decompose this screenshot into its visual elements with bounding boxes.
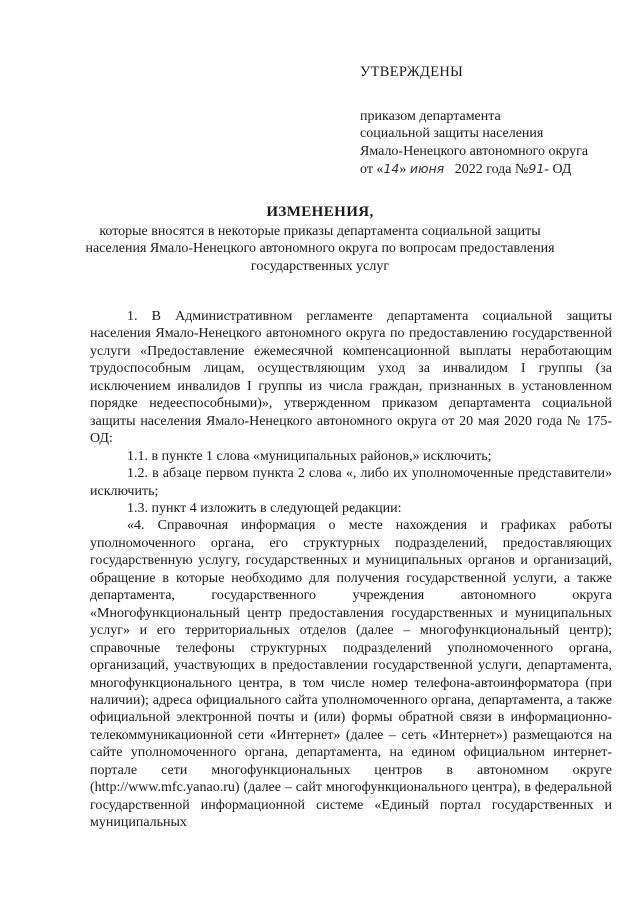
document-body xyxy=(90,308,612,832)
paragraph-4-text: «4. Справочная информация о месте нахождения и графиках работы уполномоченного органа, его структурных подразделений, предоставляющих государственную услугу, государственных и муниципальных органов и организаций, обращение в которые необходимо для получения государственной услуги, а также департамента, государственного учреждения автономного округа «Многофункциональный центр предоставления государственных и муниципальных услуг» и его территориальных отделов (далее – многофункциональный центр); справочные телефоны структурных подразделений уполномоченного органа, организаций, участвующих в предоставлении государственной услуги, департамента, многофункционального центра, в том числе номер телефона-автоинформатора (при наличии); адреса официального сайта уполномоченного органа, департамента, а также официальной электронной почты и (или) формы обратной связи в информационно-телекоммуникационной сети «Интернет» (далее – сеть «Интернет») размещаются на сайте уполномоченного органа, департамента, на едином официальном интернет-портале сети многофункциональных центров в автономном округе (http://www.mfc.yanao.ru) (далее – сайт многофункционального центра), в федеральной государственной информационной системе «Единый портал государственных и муниципальных xyxy=(90,518,612,831)
order-number: 91 xyxy=(528,161,545,177)
approval-date-line xyxy=(360,160,620,179)
approval-line-2: социальной защиты населения xyxy=(360,126,544,142)
date-year: 2022 года № xyxy=(454,162,529,178)
document-title-block xyxy=(80,204,560,275)
approval-block xyxy=(360,64,620,179)
approval-heading: УТВЕРЖДЕНЫ xyxy=(360,64,464,80)
paragraph-1: 1. В Административном регламенте департамента социальной защиты населения Ямало-Ненецкого автономного округа по предоставлению государственной услуги «Предоставление ежемесячной компенсационной выплаты неработающим трудоспособным лицам, осуществляющим уход за инвалидом I группы (за исключением инвалидов I группы из числа граждан, признанных в установленном порядке недееспособными)», утвержденном приказом департамента социальной защиты населения Ямало-Ненецкого автономного округа от 20 мая 2020 года № 175-ОД: xyxy=(90,309,612,447)
document-subtitle-line-3: государственных услуг xyxy=(250,258,390,274)
approval-line-1: приказом департамента xyxy=(360,108,501,124)
date-month: июня xyxy=(409,161,445,177)
paragraph-1-3: 1.3. пункт 4 изложить в следующей редакции: xyxy=(127,500,402,516)
paragraph-1-2: 1.2. в абзаце первом пункта 2 слова «, либо их уполномоченные представители» исключить; xyxy=(90,466,612,499)
paragraph-1-1: 1.1. в пункте 1 слова «муниципальных районов,» исключить; xyxy=(127,448,492,464)
order-suffix: - ОД xyxy=(544,162,572,178)
document-subtitle-line-2: населения Ямало-Ненецкого автономного округа по вопросам предоставления xyxy=(85,241,555,257)
date-mid: » xyxy=(399,162,407,178)
approval-line-3: Ямало-Ненецкого автономного округа xyxy=(360,143,589,159)
document-title: ИЗМЕНЕНИЯ, xyxy=(266,204,374,220)
date-day: 14 xyxy=(383,161,400,177)
document-subtitle-line-1: которые вносятся в некоторые приказы департамента социальной защиты xyxy=(99,223,541,239)
date-prefix: от « xyxy=(360,162,384,178)
